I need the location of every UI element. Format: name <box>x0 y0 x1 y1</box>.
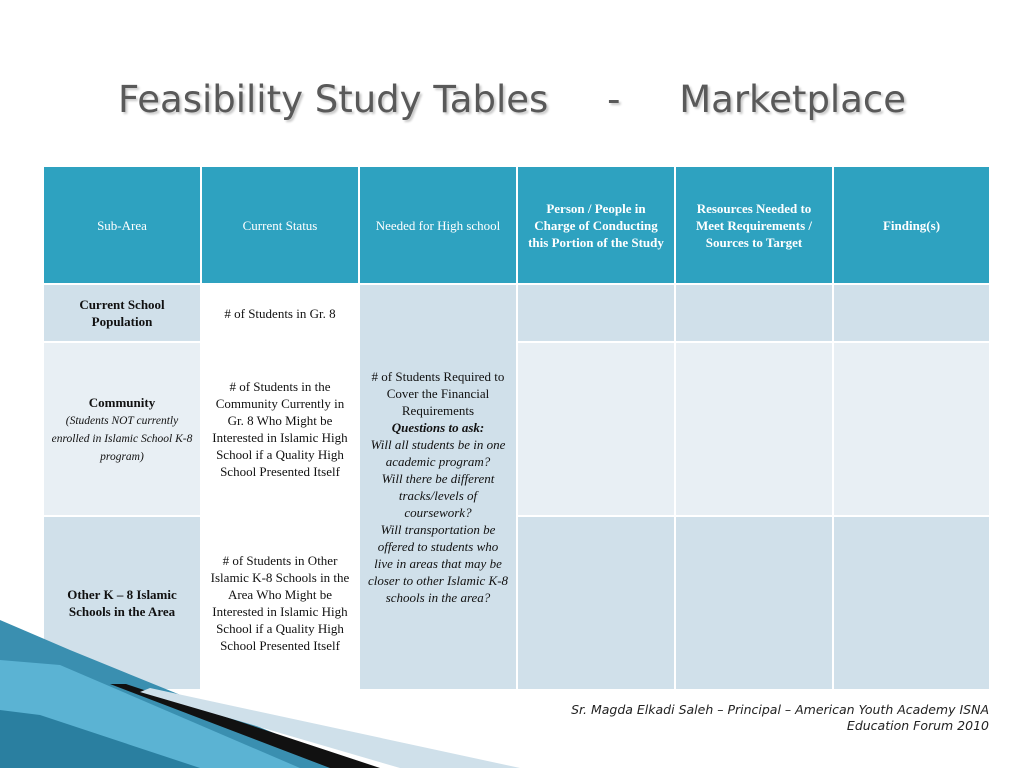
header-current-status: Current Status <box>201 166 359 284</box>
cell-current-status: # of Students in the Community Currently in Gr. 8 Who Might be Interested in Islamic High School if a Quality High School Presented Itself <box>201 342 359 516</box>
decorative-corner-graphic <box>0 620 520 768</box>
table-row <box>43 284 990 342</box>
header-person-in-charge: Person / People in Charge of Conducting this Portion of the Study <box>517 166 675 284</box>
footer-line-1: Sr. Magda Elkadi Saleh – Principal – American Youth Academy ISNA <box>571 702 989 717</box>
sub-area-title: Community <box>88 394 156 410</box>
slide-title: Feasibility Study Tables - Marketplace <box>118 78 906 121</box>
footer-line-2: Education Forum 2010 <box>846 718 989 733</box>
cell-person-empty <box>517 284 675 342</box>
cell-findings-empty <box>833 342 990 516</box>
cell-sub-area: Current School Population <box>43 284 201 342</box>
cell-person-empty <box>517 516 675 690</box>
question-item: Will all students be in one academic program? <box>370 437 506 469</box>
cell-person-empty <box>517 342 675 516</box>
questions-label: Questions to ask: <box>391 420 485 435</box>
cell-current-status: # of Students in Gr. 8 <box>201 284 359 342</box>
cell-resources-empty <box>675 516 833 690</box>
table-row <box>43 342 990 516</box>
table-header-row <box>43 166 990 284</box>
cell-resources-empty <box>675 342 833 516</box>
sub-area-note: (Students NOT currently enrolled in Islamic School K-8 program) <box>51 414 193 463</box>
cell-sub-area: Other K – 8 Islamic Schools in the Area <box>43 516 201 690</box>
cell-findings-empty <box>833 284 990 342</box>
cell-findings-empty <box>833 516 990 690</box>
footer-credit <box>469 702 989 734</box>
needed-text: # of Students Required to Cover the Financial Requirements <box>371 369 505 418</box>
cell-current-status: # of Students in Other Islamic K-8 Schools in the Area Who Might be Interested in Islamic High School if a Quality High School Presented Itself <box>201 516 359 690</box>
header-sub-area: Sub-Area <box>43 166 201 284</box>
feasibility-table <box>42 165 991 691</box>
question-item: Will transportation be offered to students who live in areas that may be closer to other Islamic K-8 schools in the area? <box>367 522 509 605</box>
question-item: Will there be different tracks/levels of coursework? <box>381 471 495 520</box>
cell-resources-empty <box>675 284 833 342</box>
cell-sub-area <box>43 342 201 516</box>
header-resources: Resources Needed to Meet Requirements / Sources to Target <box>675 166 833 284</box>
header-needed: Needed for High school <box>359 166 517 284</box>
header-findings: Finding(s) <box>833 166 990 284</box>
